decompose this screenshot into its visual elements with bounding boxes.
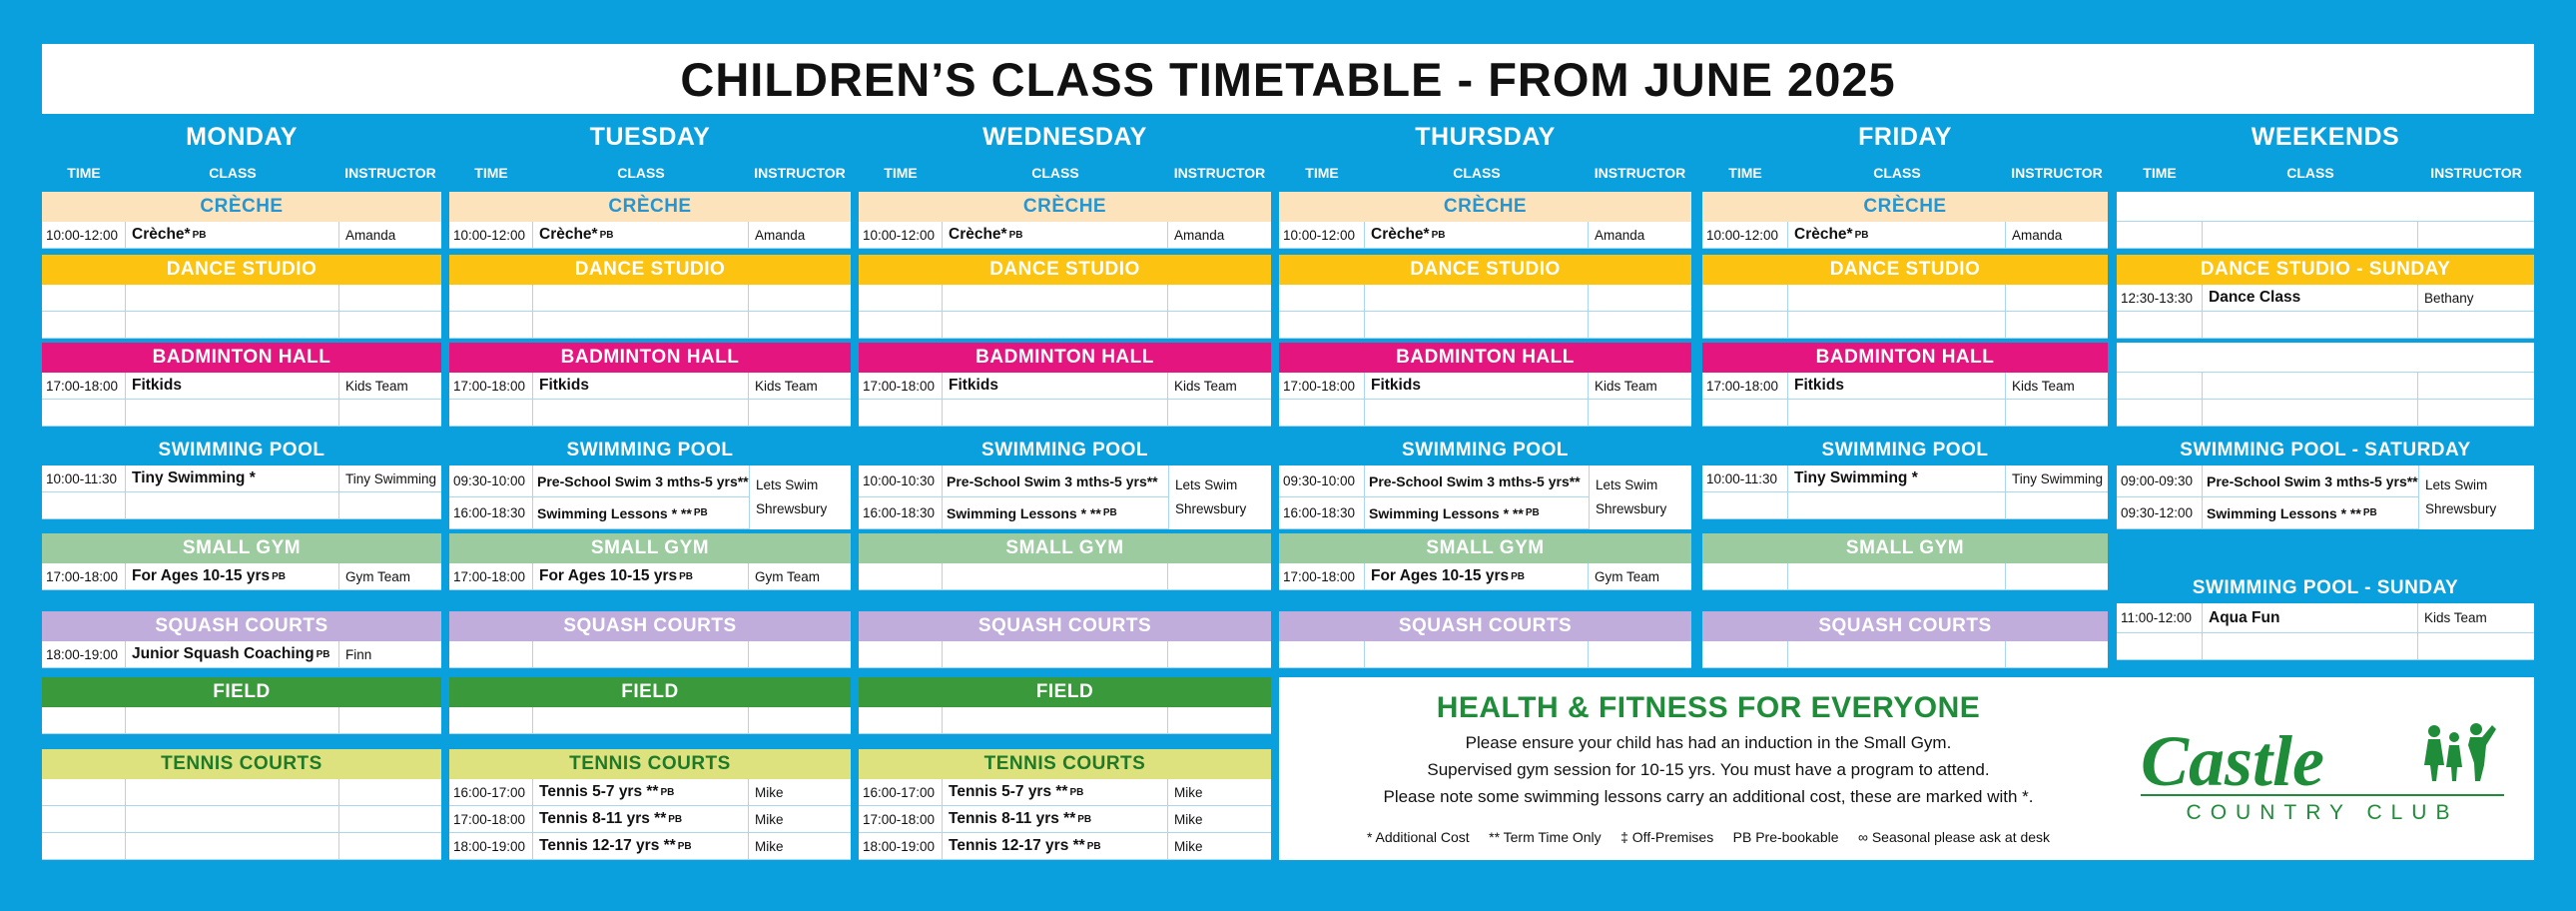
class-name: Crèche* PB xyxy=(126,222,339,248)
section-header: DANCE STUDIO - SUNDAY xyxy=(2117,255,2534,285)
table-row xyxy=(1279,222,1691,249)
column-headers xyxy=(1279,162,1691,184)
table-row xyxy=(859,465,1168,497)
class-time: 10:00-11:30 xyxy=(1702,465,1788,491)
class-time: 17:00-18:00 xyxy=(449,373,533,399)
header-class: CLASS xyxy=(2286,165,2334,181)
class-instructor: Amanda xyxy=(1595,227,1645,243)
column-headers xyxy=(1702,162,2108,184)
class-time: 10:00-11:30 xyxy=(42,465,126,491)
header-time: TIME xyxy=(1728,165,1762,181)
swimming-block xyxy=(449,436,851,529)
table-row xyxy=(449,400,851,427)
class-time: 17:00-18:00 xyxy=(1279,563,1365,589)
header-time: TIME xyxy=(884,165,918,181)
table-row xyxy=(42,563,441,590)
section-header: SMALL GYM xyxy=(859,533,1271,563)
class-instructor: Mike xyxy=(755,838,784,854)
class-instructor: Tiny Swimming xyxy=(345,470,437,486)
section-header: SQUASH COURTS xyxy=(1279,611,1691,641)
class-time: 11:00-12:00 xyxy=(2117,603,2203,632)
class-name: Tennis 8-11 yrs ** PB xyxy=(943,806,1168,832)
class-name: Pre-School Swim 3 mths-5 yrs** xyxy=(947,472,1158,489)
class-time: 17:00-18:00 xyxy=(859,806,943,832)
tennis-block xyxy=(449,749,851,860)
table-row xyxy=(1279,285,1691,312)
class-name: Junior Squash Coaching PB xyxy=(126,641,339,667)
section-header: DANCE STUDIO xyxy=(1702,255,2108,285)
day-heading: MONDAY xyxy=(186,122,298,151)
class-time: 16:00-17:00 xyxy=(859,779,943,805)
swimming-block xyxy=(1702,436,2108,519)
table-row xyxy=(2117,400,2534,427)
gym-block xyxy=(1279,533,1691,590)
section-header: SWIMMING POOL xyxy=(1702,436,2108,465)
table-row xyxy=(1279,641,1691,668)
header-instructor: INSTRUCTOR xyxy=(2430,165,2522,181)
class-time: 18:00-19:00 xyxy=(859,833,943,859)
field-block xyxy=(42,677,441,734)
table-row xyxy=(2117,192,2534,222)
header-class: CLASS xyxy=(1453,165,1501,181)
table-row xyxy=(42,373,441,400)
swim-rows xyxy=(1279,465,1691,529)
class-name: Fitkids xyxy=(1365,373,1589,399)
day-heading: WEEKENDS xyxy=(2251,122,2400,151)
table-row xyxy=(859,563,1271,590)
header-time: TIME xyxy=(1305,165,1339,181)
class-instructor: Tiny Swimming xyxy=(2012,470,2104,486)
table-row xyxy=(859,779,1271,806)
class-name: Swimming Lessons * ** PB xyxy=(2207,504,2377,521)
creche-block xyxy=(1702,192,2108,249)
class-name: Tiny Swimming * xyxy=(1788,465,2006,491)
table-row xyxy=(859,806,1271,833)
class-time: 17:00-18:00 xyxy=(42,373,126,399)
table-row xyxy=(859,707,1271,734)
section-header: CRÈCHE xyxy=(449,192,851,222)
section-header: SQUASH COURTS xyxy=(859,611,1271,641)
class-time: 16:00-18:30 xyxy=(449,497,533,528)
badminton-block xyxy=(859,343,1271,427)
class-name: For Ages 10-15 yrs PB xyxy=(1365,563,1589,589)
section-header: BADMINTON HALL xyxy=(859,343,1271,373)
squash-block xyxy=(859,611,1271,668)
class-time: 10:00-12:00 xyxy=(449,222,533,248)
class-time: 17:00-18:00 xyxy=(42,563,126,589)
class-name: Tiny Swimming * xyxy=(126,465,339,491)
health-note-induction: Please ensure your child has had an induction in the Small Gym. xyxy=(1465,733,1952,752)
health-title: HEALTH & FITNESS FOR EVERYONE xyxy=(1436,691,1981,724)
table-row xyxy=(449,222,851,249)
table-row xyxy=(449,497,749,529)
health-note-supervised: Supervised gym session for 10-15 yrs. You must have a program to attend. xyxy=(1427,760,1990,779)
gym-block xyxy=(42,533,441,590)
day-heading: THURSDAY xyxy=(1415,122,1556,151)
class-time: 18:00-19:00 xyxy=(42,641,126,667)
section-header: SWIMMING POOL - SUNDAY xyxy=(2117,573,2534,603)
class-name: Fitkids xyxy=(943,373,1168,399)
header-time: TIME xyxy=(67,165,101,181)
tennis-block xyxy=(42,749,441,860)
class-time: 10:00-10:30 xyxy=(859,465,943,496)
class-instructor: Lets Swim Shrewsbury xyxy=(749,465,851,529)
table-row xyxy=(449,563,851,590)
squash-block xyxy=(1702,611,2108,668)
class-time: 09:30-12:00 xyxy=(2117,497,2203,528)
table-row xyxy=(1279,465,1589,497)
table-row xyxy=(449,779,851,806)
header-class: CLASS xyxy=(1873,165,1921,181)
table-row xyxy=(859,641,1271,668)
section-header: SMALL GYM xyxy=(42,533,441,563)
figures-icon xyxy=(2424,723,2496,781)
table-row xyxy=(2117,343,2534,373)
table-row xyxy=(1702,312,2108,339)
table-row xyxy=(42,641,441,668)
section-header: SQUASH COURTS xyxy=(42,611,441,641)
class-name: Tennis 8-11 yrs ** PB xyxy=(533,806,749,832)
table-row xyxy=(449,373,851,400)
table-row xyxy=(2117,603,2534,633)
header-instructor: INSTRUCTOR xyxy=(344,165,436,181)
class-instructor: Lets Swim Shrewsbury xyxy=(2418,465,2534,529)
day-heading: FRIDAY xyxy=(1858,122,1952,151)
gym-block xyxy=(1702,533,2108,590)
creche-block xyxy=(1279,192,1691,249)
class-time: 12:30-13:30 xyxy=(2117,285,2203,311)
class-instructor: Mike xyxy=(1174,784,1203,800)
class-instructor: Mike xyxy=(755,784,784,800)
header-instructor: INSTRUCTOR xyxy=(754,165,846,181)
table-row xyxy=(1702,373,2108,400)
creche-block xyxy=(449,192,851,249)
table-row xyxy=(2117,497,2418,529)
tennis-block xyxy=(859,749,1271,860)
header-instructor: INSTRUCTOR xyxy=(1594,165,1686,181)
class-instructor: Amanda xyxy=(755,227,806,243)
section-header: DANCE STUDIO xyxy=(859,255,1271,285)
table-row xyxy=(449,312,851,339)
table-row xyxy=(449,285,851,312)
class-name: Swimming Lessons * ** PB xyxy=(1369,504,1540,521)
section-header: SMALL GYM xyxy=(449,533,851,563)
table-row xyxy=(42,806,441,833)
swimming-block xyxy=(42,436,441,519)
section-header: FIELD xyxy=(42,677,441,707)
table-row xyxy=(449,641,851,668)
castle-country-club-logo xyxy=(2133,715,2522,825)
swim-rows xyxy=(859,465,1271,529)
logo-subtitle: COUNTRY CLUB xyxy=(2186,801,2459,824)
table-row xyxy=(449,707,851,734)
class-name: For Ages 10-15 yrs PB xyxy=(533,563,749,589)
badminton-block xyxy=(1702,343,2108,427)
field-block xyxy=(449,677,851,734)
class-name: Tennis 12-17 yrs ** PB xyxy=(943,833,1168,859)
squash-block xyxy=(449,611,851,668)
section-header: SWIMMING POOL xyxy=(859,436,1271,465)
section-header: FIELD xyxy=(859,677,1271,707)
section-header: TENNIS COURTS xyxy=(859,749,1271,779)
class-time: 18:00-19:00 xyxy=(449,833,533,859)
table-row xyxy=(42,465,441,492)
section-header: BADMINTON HALL xyxy=(42,343,441,373)
creche-block xyxy=(42,192,441,249)
section-header: SMALL GYM xyxy=(1702,533,2108,563)
empty-block xyxy=(2117,343,2534,427)
section-header: SWIMMING POOL xyxy=(42,436,441,465)
section-header: DANCE STUDIO xyxy=(449,255,851,285)
header-time: TIME xyxy=(2143,165,2177,181)
class-instructor: Lets Swim Shrewsbury xyxy=(1589,465,1691,529)
class-name: Fitkids xyxy=(1788,373,2006,399)
empty-block xyxy=(2117,192,2534,249)
badminton-block xyxy=(1279,343,1691,427)
class-time: 17:00-18:00 xyxy=(1702,373,1788,399)
section-header: CRÈCHE xyxy=(1702,192,2108,222)
class-time: 16:00-18:30 xyxy=(859,497,943,528)
table-row xyxy=(1279,400,1691,427)
gym-block xyxy=(859,533,1271,590)
class-time: 17:00-18:00 xyxy=(449,563,533,589)
class-instructor: Mike xyxy=(1174,811,1203,827)
table-row xyxy=(449,833,851,860)
section-header: CRÈCHE xyxy=(42,192,441,222)
swim-rows xyxy=(2117,465,2534,529)
table-row xyxy=(2117,465,2418,497)
timetable-title: CHILDREN’S CLASS TIMETABLE - FROM JUNE 2025 xyxy=(42,44,2534,114)
class-time: 09:30-10:00 xyxy=(1279,465,1365,496)
class-time: 09:30-10:00 xyxy=(449,465,533,496)
table-row xyxy=(859,400,1271,427)
dance-sunday-block xyxy=(2117,255,2534,339)
gym-block xyxy=(449,533,851,590)
class-instructor: Kids Team xyxy=(1174,378,1237,394)
class-time: 09:00-09:30 xyxy=(2117,465,2203,496)
table-row xyxy=(1702,465,2108,492)
dance-block xyxy=(42,255,441,339)
section-header: BADMINTON HALL xyxy=(1702,343,2108,373)
dance-block xyxy=(449,255,851,339)
section-header: TENNIS COURTS xyxy=(42,749,441,779)
class-instructor: Gym Team xyxy=(755,568,821,584)
column-headers xyxy=(42,162,441,184)
table-row xyxy=(1279,373,1691,400)
class-instructor: Finn xyxy=(345,646,372,662)
header-instructor: INSTRUCTOR xyxy=(1173,165,1266,181)
class-name: Pre-School Swim 3 mths-5 yrs** xyxy=(2207,472,2418,489)
creche-block xyxy=(859,192,1271,249)
class-time: 10:00-12:00 xyxy=(1702,222,1788,248)
header-class: CLASS xyxy=(209,165,257,181)
table-row xyxy=(859,497,1168,529)
swimming-block xyxy=(859,436,1271,529)
section-header: SWIMMING POOL xyxy=(449,436,851,465)
table-row xyxy=(2117,312,2534,339)
table-row xyxy=(42,492,441,519)
table-row xyxy=(1279,312,1691,339)
class-name: Crèche* PB xyxy=(1788,222,2006,248)
class-name: For Ages 10-15 yrs PB xyxy=(126,563,339,589)
class-name: Pre-School Swim 3 mths-5 yrs** xyxy=(537,472,749,489)
table-row xyxy=(1702,400,2108,427)
table-row xyxy=(42,222,441,249)
class-time: 10:00-12:00 xyxy=(42,222,126,248)
table-row xyxy=(1279,497,1589,529)
class-name: Swimming Lessons * ** PB xyxy=(537,504,708,521)
class-name: Dance Class xyxy=(2203,285,2418,311)
table-row xyxy=(42,285,441,312)
table-row xyxy=(1702,641,2108,668)
table-row xyxy=(859,373,1271,400)
section-header: SWIMMING POOL - SATURDAY xyxy=(2117,436,2534,465)
swimming-block xyxy=(1279,436,1691,529)
table-row xyxy=(449,806,851,833)
section-header: CRÈCHE xyxy=(1279,192,1691,222)
class-time: 16:00-18:30 xyxy=(1279,497,1365,528)
table-row xyxy=(449,465,749,497)
field-block xyxy=(859,677,1271,734)
table-row xyxy=(2117,633,2534,660)
table-row xyxy=(42,400,441,427)
section-header: SWIMMING POOL xyxy=(1279,436,1691,465)
class-instructor: Kids Team xyxy=(2012,378,2075,394)
class-name: Tennis 12-17 yrs ** PB xyxy=(533,833,749,859)
class-instructor: Gym Team xyxy=(1595,568,1660,584)
day-heading: WEDNESDAY xyxy=(982,122,1147,151)
table-row xyxy=(2117,373,2534,400)
table-row xyxy=(859,312,1271,339)
logo-wordmark: Castle xyxy=(2141,721,2325,801)
section-header: SMALL GYM xyxy=(1279,533,1691,563)
class-instructor: Kids Team xyxy=(755,378,818,394)
class-instructor: Amanda xyxy=(345,227,396,243)
table-row xyxy=(1702,285,2108,312)
section-header: SQUASH COURTS xyxy=(1702,611,2108,641)
class-name: Pre-School Swim 3 mths-5 yrs** xyxy=(1369,472,1581,489)
class-name: Fitkids xyxy=(126,373,339,399)
table-row xyxy=(1702,563,2108,590)
class-name: Crèche* PB xyxy=(533,222,749,248)
class-instructor: Gym Team xyxy=(345,568,411,584)
class-name: Crèche* PB xyxy=(1365,222,1589,248)
class-instructor: Mike xyxy=(755,811,784,827)
class-time: 10:00-12:00 xyxy=(859,222,943,248)
header-class: CLASS xyxy=(617,165,665,181)
header-class: CLASS xyxy=(1031,165,1079,181)
class-time: 17:00-18:00 xyxy=(1279,373,1365,399)
section-header: BADMINTON HALL xyxy=(1279,343,1691,373)
table-row xyxy=(859,833,1271,860)
class-time: 16:00-17:00 xyxy=(449,779,533,805)
section-header: CRÈCHE xyxy=(859,192,1271,222)
swim-rows xyxy=(449,465,851,529)
header-instructor: INSTRUCTOR xyxy=(2011,165,2103,181)
section-header: SQUASH COURTS xyxy=(449,611,851,641)
table-row xyxy=(1702,222,2108,249)
class-time: 17:00-18:00 xyxy=(859,373,943,399)
dance-block xyxy=(1279,255,1691,339)
swimming-saturday-block xyxy=(2117,436,2534,529)
header-time: TIME xyxy=(474,165,508,181)
badminton-block xyxy=(449,343,851,427)
class-instructor: Bethany xyxy=(2424,290,2474,306)
class-instructor: Amanda xyxy=(2012,227,2063,243)
class-instructor: Kids Team xyxy=(345,378,408,394)
class-name: Tennis 5-7 yrs ** PB xyxy=(943,779,1168,805)
health-info-panel xyxy=(1279,677,2534,860)
section-header: DANCE STUDIO xyxy=(1279,255,1691,285)
class-instructor: Mike xyxy=(1174,838,1203,854)
class-time: 17:00-18:00 xyxy=(449,806,533,832)
swimming-sunday-block xyxy=(2117,573,2534,660)
table-row xyxy=(42,833,441,860)
table-row xyxy=(1702,492,2108,519)
section-header: BADMINTON HALL xyxy=(449,343,851,373)
table-row xyxy=(1279,563,1691,590)
section-header: TENNIS COURTS xyxy=(449,749,851,779)
class-name: Fitkids xyxy=(533,373,749,399)
class-instructor: Lets Swim Shrewsbury xyxy=(1168,465,1271,529)
squash-block xyxy=(42,611,441,668)
table-row xyxy=(2117,222,2534,249)
class-name: Swimming Lessons * ** PB xyxy=(947,504,1117,521)
class-time: 10:00-12:00 xyxy=(1279,222,1365,248)
table-row xyxy=(42,779,441,806)
class-name: Crèche* PB xyxy=(943,222,1168,248)
section-header: FIELD xyxy=(449,677,851,707)
table-row xyxy=(42,312,441,339)
class-name: Tennis 5-7 yrs ** PB xyxy=(533,779,749,805)
dance-block xyxy=(1702,255,2108,339)
class-name: Aqua Fun xyxy=(2203,603,2418,632)
badminton-block xyxy=(42,343,441,427)
day-heading: TUESDAY xyxy=(589,122,711,151)
table-row xyxy=(42,707,441,734)
logo-graphic xyxy=(2133,715,2522,825)
health-note-cost: Please note some swimming lessons carry an additional cost, these are marked with *. xyxy=(1383,787,2034,806)
table-row xyxy=(2117,285,2534,312)
table-row xyxy=(859,222,1271,249)
column-headers xyxy=(449,162,851,184)
dance-block xyxy=(859,255,1271,339)
section-header: DANCE STUDIO xyxy=(42,255,441,285)
class-instructor: Kids Team xyxy=(1595,378,1657,394)
table-row xyxy=(859,285,1271,312)
class-instructor: Amanda xyxy=(1174,227,1225,243)
squash-block xyxy=(1279,611,1691,668)
legend: * Additional Cost ** Term Time Only ‡ Off-Premises PB Pre-bookable ∞ Seasonal please ask at desk xyxy=(1366,829,2051,845)
column-headers xyxy=(859,162,1271,184)
column-headers xyxy=(2117,162,2534,184)
class-instructor: Kids Team xyxy=(2424,610,2487,625)
